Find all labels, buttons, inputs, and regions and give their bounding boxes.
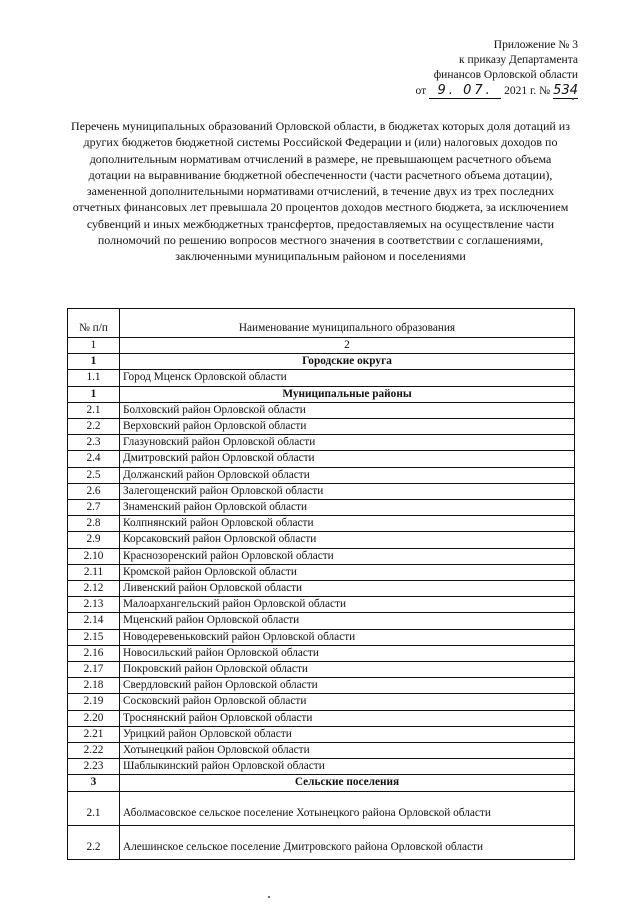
table-row — [68, 710, 575, 726]
row-number: 2.1 — [68, 402, 120, 418]
section-title: Муниципальные районы — [120, 386, 575, 402]
department-name: финансов Орловской области — [433, 69, 578, 81]
municipality-name: Троснянский район Орловской области — [120, 710, 575, 726]
section-row — [68, 775, 575, 791]
column-numbering-row — [68, 338, 575, 354]
table-row — [68, 402, 575, 418]
table-row — [68, 694, 575, 710]
municipality-name: Шаблыкинский район Орловской области — [120, 759, 575, 775]
row-number: 2.14 — [68, 613, 120, 629]
row-number: 2.22 — [68, 743, 120, 759]
table-row — [68, 483, 575, 499]
row-number: 2.2 — [68, 419, 120, 435]
row-number: 2.17 — [68, 662, 120, 678]
row-number: 2.4 — [68, 451, 120, 467]
municipality-name: Дмитровский район Орловской области — [120, 451, 575, 467]
table-row — [68, 435, 575, 451]
row-number: 2.3 — [68, 435, 120, 451]
row-number: 2.12 — [68, 581, 120, 597]
handwritten-date: 9. 07. — [429, 83, 501, 99]
row-number: 1 — [68, 354, 120, 370]
municipality-name: Мценский район Орловской области — [120, 613, 575, 629]
table-header-row — [68, 309, 575, 338]
table-row — [68, 548, 575, 564]
row-number: 2.7 — [68, 500, 120, 516]
municipality-name: Алешинское сельское поселение Дмитровского района Орловской области — [120, 825, 575, 859]
table-row — [68, 743, 575, 759]
row-number: 2.16 — [68, 645, 120, 661]
section-title: Сельские поселения — [120, 775, 575, 791]
municipality-name: Залегощенский район Орловской области — [120, 483, 575, 499]
table-row — [68, 419, 575, 435]
section-title: Городские округа — [120, 354, 575, 370]
row-number: 2.20 — [68, 710, 120, 726]
scan-speck — [268, 896, 270, 898]
order-prefix: от — [415, 85, 427, 97]
municipality-name: Болховский район Орловской области — [120, 402, 575, 418]
table-row — [68, 645, 575, 661]
municipalities-table — [67, 308, 575, 860]
order-reference: к приказу Департамента — [459, 54, 578, 66]
municipality-name: Глазуновский район Орловской области — [120, 435, 575, 451]
table-row — [68, 564, 575, 580]
row-number: 1 — [68, 386, 120, 402]
table-row — [68, 825, 575, 859]
row-number: 1.1 — [68, 370, 120, 386]
row-number: 2.6 — [68, 483, 120, 499]
row-number: 2.5 — [68, 467, 120, 483]
municipality-name: Корсаковский район Орловской области — [120, 532, 575, 548]
document-title: Перечень муниципальных образований Орловской области, в бюджетах которых доля дотаций из других бюджетов бюджетной системы Российской Федерации и (или) налоговых доходов по дополнительным нормативам отчислений в размере, не превышающем расчетного объема дотации на выравнивание бюджетной обеспеченности (части расчетного объема дотации), замененной дополнительными нормативами отчислений, в течение двух из трех последних отчетных финансовых лет превышала 20 процентов доходов местного бюджета, за исключением субвенций и иных межбюджетных трансфертов, предоставляемых на осуществление части полномочий по решению вопросов местного значения в соответствии с соглашениями, заключенными муниципальным районом и поселениями — [71, 119, 570, 264]
table-row — [68, 581, 575, 597]
column-number-2: 2 — [120, 338, 575, 354]
row-number: 2.23 — [68, 759, 120, 775]
row-number: 2.18 — [68, 678, 120, 694]
municipality-name: Сосковский район Орловской области — [120, 694, 575, 710]
row-number: 3 — [68, 775, 120, 791]
row-number: 2.15 — [68, 629, 120, 645]
municipality-name: Хотынецкий район Орловской области — [120, 743, 575, 759]
table-row — [68, 678, 575, 694]
municipality-name: Новодеревеньковский район Орловской области — [120, 629, 575, 645]
municipality-name: Свердловский район Орловской области — [120, 678, 575, 694]
row-number: 2.2 — [68, 825, 120, 859]
order-year: 2021 г. № — [504, 85, 551, 97]
column-number-1: 1 — [68, 338, 120, 354]
row-number: 2.1 — [68, 791, 120, 825]
table-row — [68, 467, 575, 483]
row-number: 2.8 — [68, 516, 120, 532]
appendix-number: Приложение № 3 — [493, 39, 578, 51]
table-row — [68, 629, 575, 645]
table-row — [68, 759, 575, 775]
municipality-name: Знаменский район Орловской области — [120, 500, 575, 516]
table-row — [68, 516, 575, 532]
municipality-name: Кромской район Орловской области — [120, 564, 575, 580]
row-number: 2.21 — [68, 726, 120, 742]
table-row — [68, 370, 575, 386]
municipality-name: Верховский район Орловской области — [120, 419, 575, 435]
municipality-name: Покровский район Орловской области — [120, 662, 575, 678]
row-number: 2.13 — [68, 597, 120, 613]
municipality-name: Новосильский район Орловской области — [120, 645, 575, 661]
appendix-header — [318, 38, 578, 99]
municipality-name: Урицкий район Орловской области — [120, 726, 575, 742]
table-row — [68, 597, 575, 613]
section-row — [68, 386, 575, 402]
municipality-name: Город Мценск Орловской области — [120, 370, 575, 386]
row-number: 2.11 — [68, 564, 120, 580]
scan-speck — [572, 98, 574, 100]
table-row — [68, 532, 575, 548]
table-row — [68, 726, 575, 742]
row-number: 2.19 — [68, 694, 120, 710]
municipality-name: Малоархангельский район Орловской области — [120, 597, 575, 613]
table-row — [68, 500, 575, 516]
table-row — [68, 613, 575, 629]
municipality-name: Ливенский район Орловской области — [120, 581, 575, 597]
column-header-name: Наименование муниципального образования — [120, 309, 575, 338]
row-number: 2.10 — [68, 548, 120, 564]
column-header-number: № п/п — [68, 309, 120, 338]
order-date-line — [318, 83, 578, 99]
table-row — [68, 662, 575, 678]
table-row — [68, 791, 575, 825]
municipality-name: Должанский район Орловской области — [120, 467, 575, 483]
section-row — [68, 354, 575, 370]
table-row — [68, 451, 575, 467]
municipality-name: Колпнянский район Орловской области — [120, 516, 575, 532]
municipality-name: Краснозоренский район Орловской области — [120, 548, 575, 564]
municipality-name: Аболмасовское сельское поселение Хотынецкого района Орловской области — [120, 791, 575, 825]
row-number: 2.9 — [68, 532, 120, 548]
handwritten-order-number: 534 — [553, 83, 578, 98]
